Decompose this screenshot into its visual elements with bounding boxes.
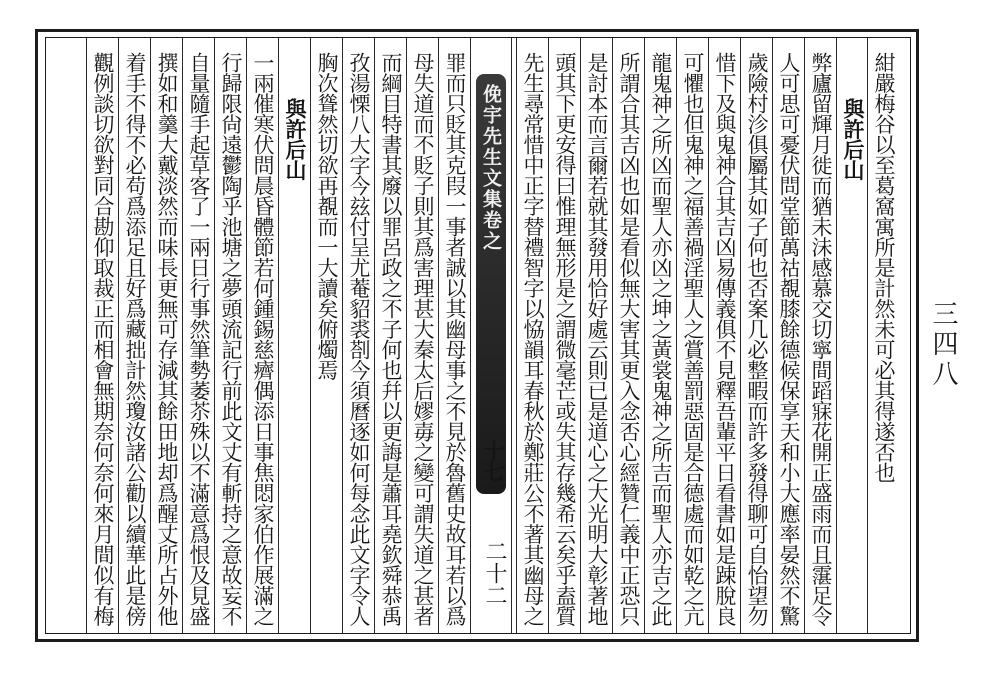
column-rule [342,38,343,633]
volume-number: 十七 [481,440,506,482]
column-rule [708,38,709,633]
text-column: 而綱目特書其廢以罪呂政之不子何也幷以更誨是蕭耳堯欽舜恭禹 [379,52,403,626]
letter-title: 與許后山 [283,98,308,180]
folio-number: 二十二 [482,540,507,606]
text-column: 着手不得不必苟爲添足且好爲藏拙計然瓊汝諸公勸以續華此是傍 [123,52,147,626]
text-column: 一兩催寒伏問晨昏體節若何鍾錫慈癠偶添日事焦悶家伯作展滿之 [251,52,275,626]
column-rule [511,38,512,633]
column-rule [278,38,279,633]
column-rule [836,38,837,633]
column-rule [676,38,677,633]
text-column: 母失道而不貶子則其爲害理甚大秦太后嫪毐之變可謂失道之甚者 [411,52,435,626]
text-column: 胸次聳然切欲再覩而一大讀矣俯燭焉 [315,52,339,380]
column-rule [438,38,439,633]
column-rule [772,38,773,633]
text-column: 是討本而言爾若就其發用恰好處云則已是道心之大光明大彰著地 [585,52,609,626]
text-column: 頭其下更安得曰惟理無形是之謂微毫芒或失其存幾希云矣乎盍質 [553,52,577,626]
column-rule [214,38,215,633]
page-number: 三四八 [928,300,958,390]
column-rule [516,38,517,633]
collection-title: 俛宇先生文集卷之 [480,84,502,252]
column-rule [548,38,549,633]
text-column: 人可思可憂伏問堂節萬祜覩膝餘德候保享天和小大應率晏然不驚 [777,52,801,626]
text-column: 罪而只貶其克叚一事者誠以其幽母事之不見於魯舊史故耳若以爲 [443,52,467,626]
column-rule [118,38,119,633]
column-rule [310,38,311,633]
column-rule [740,38,741,633]
column-rule [580,38,581,633]
letter-title: 與許后山 [841,98,866,180]
column-rule [150,38,151,633]
text-column: 弊廬留輝月徙而猶未沬感慕交切寧間蹈寐花開正盛雨而且霮足令 [809,52,833,626]
text-column: 行歸限尙遠鬱陶乎池塘之夢頭流記行前此文丈有斬持之意故妄不 [219,52,243,626]
column-rule [804,38,805,633]
text-column: 孜湯慄八大字今玆付呈尤菴貂裘剳今須曆逐如何每念此文字令人 [347,52,371,626]
text-column: 可懼也但鬼神之福善禍淫聖人之賞善罰惡固是合德處而如乾之亢 [681,52,705,626]
column-rule [246,38,247,633]
text-column: 惜下及與鬼神合其吉凶易傳義俱不見釋吾輩平日看書如是踈脫良 [713,52,737,626]
column-rule [182,38,183,633]
text-column: 觀例談切欲對同合勘仰取裁正而相會無期奈何奈何來月間似有梅 [91,52,115,626]
text-column: 自量隨手起草客了一兩日行事然筆勢萎苶殊以不滿意爲恨及見盛 [187,52,211,626]
column-rule [612,38,613,633]
text-column: 先生尋常惜中正字替禮智字以恊韻耳春秋於鄭莊公不著其幽母之 [521,52,545,626]
column-rule [374,38,375,633]
text-column: 所謂合其吉凶也如是看似無大害其更入念否心經贊仁義中正恐只 [617,52,641,626]
column-rule [644,38,645,633]
column-rule [406,38,407,633]
text-column: 歲險村沴俱屬其如子何也否案几必整暇而許多發得聊可自怡望勿 [745,52,769,626]
text-column: 紺嚴梅谷以至葛窩寓所是計然未可必其得遂否也 [872,52,896,483]
text-column: 龍鬼神之所凶而聖人亦凶之坤之黃裳鬼神之所吉而聖人亦吉之此 [649,52,673,626]
text-column: 撰如和羹大戴淡然而味長更無可存減其餘田地却爲醒丈所占外他 [155,52,179,626]
column-rule [86,38,87,633]
